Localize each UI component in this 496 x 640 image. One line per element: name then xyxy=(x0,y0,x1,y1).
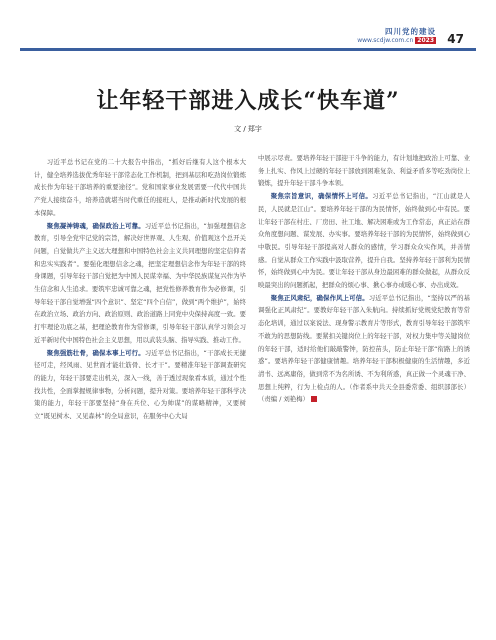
paragraph-text: 习近平总书记指出，“加强理想信念教育，引导全党牢记党的宗旨，解决好世界观、人生观、价值观这个总开关问题，自觉做共产主义远大理想和中国特色社会主义共同理想的坚定信仰者和忠实实践者”。要强化理想信念之魂，把坚定理想信念作为年轻干部的终身课题，引导年轻干部自觉把为中国人民谋幸福、为中华民族谋复兴作为毕生信念和人生追求。要筑牢忠诚可靠之魂，把党性修养教育作为必修课，引导年轻干部自觉增强“四个意识”、坚定“四个自信”，做到“两个维护”，始终在政治立场、政治方向、政治原则、政治道路上同党中央保持高度一致。要打牢理论功底之基，把理论教育作为常修课，引导年轻干部认真学习领会习近平新时代中国特色社会主义思想，用以武装头脑、指导实践、推动工作。 xyxy=(34,221,247,344)
page-header xyxy=(0,0,496,60)
paragraph xyxy=(34,347,246,423)
article-byline: 文 / 郑宇 xyxy=(234,125,262,133)
paragraph xyxy=(34,220,246,347)
paragraph xyxy=(258,190,470,292)
paragraph xyxy=(34,156,246,220)
issue-badge: 2023 xyxy=(417,37,434,44)
paragraph xyxy=(258,152,470,190)
paragraph-text: 习近平总书记指出，“干部成长无捷径可走，经风雨、见世面才能壮筋骨、长才干”。要精准年轻干部调查研究的能力，年轻干部要走出机关，深入一线，善于透过现象看本质，通过个性找共性，全面掌握规律事物，分析问题，提升对策。要培养年轻干部科学决策的能力，年轻干部要坚持“身在兵位、心为帅谋”的谋略精神，又要树立“既见树木、又见森林”的全局意识，在服务中心大局 xyxy=(34,348,247,421)
header-rule xyxy=(20,48,476,51)
paragraph-text: 中展示尽责。要培养年轻干部迎干斗争的能力，有计划地把政治上可靠、业务上扎实、作风上过硬的年轻干部放到困难复杂、利益矛盾多等吃劲岗位上锻炼，提升年轻干部斗争本领。 xyxy=(258,154,470,188)
end-mark-icon xyxy=(311,396,317,402)
paragraph xyxy=(258,292,470,406)
article-column-right xyxy=(258,152,470,406)
paragraph-heading: 聚焦凝神铸魂，确保政治上可靠。 xyxy=(46,221,145,230)
paragraph-heading: 聚焦正风肃纪，确保作风上可信。 xyxy=(270,293,369,302)
article-title: 让年轻干部进入成长“快车道” xyxy=(96,88,400,114)
magazine-url xyxy=(357,37,436,44)
paragraph-text: 习近平总书记指出，“坚持以严的基调强化正风肃纪”。要教好年轻干部入朱航向。持续抓好党规党纪教育等常态化培训，通过以案说法、现身警示教育片等形式，教育引导年轻干部筑牢不敢为的思想防线。要紧扣关键岗位上的年轻干部，对权力集中等关键岗位的年轻干部，适时给他们敲敲警钟，防控苗头，防止年轻干部“衔路上的诱惑”。要培养年轻干部健康情趣。培养年轻干部积极健康的生活情趣，多近清书、远离庸俗，做到常不为名所诱、不为利所惑，真正做一个灵魂干净、思想上纯粹，行为上检点的人。（作者系中共天全县委常委、组织部部长）（责编 / 刘艳梅） xyxy=(258,293,471,404)
paragraph-heading: 聚焦宗旨意识，确保情怀上可信。 xyxy=(270,192,373,201)
url-text: www.scdjw.com.cn xyxy=(357,37,414,44)
magazine-name: 四川党的建设 xyxy=(385,27,436,36)
article-column-left xyxy=(34,156,246,423)
paragraph-text: 习近平总书记指出，“江山就是人民，人民就是江山”。要培养年轻干部的为民情怀，始终做到心中有民。要让年轻干部在村庄、厂房田、社工地、解决困难或为工作常态，真正站在群众角度想问题、谋发展、办实事。要培养年轻干部的为民情怀，始终做到心中敬民。引导年轻干部提高对人群众的感情，学习群众众实作风，并善情感。自觉从群众工作实践中汲取营养，提升自我。坚持养年轻干部利为民情怀，始终做到心中为民。要让年轻干部从身边最困难的群众做起，从群众反映最突出的问题抓起，把群众的烦心事、揪心事办成暖心事、办出成效。 xyxy=(258,192,471,290)
paragraph-heading: 聚焦强筋壮骨，确保本事上可行。 xyxy=(46,348,145,357)
paragraph-text: 习近平总书记在党的二十大报告中指出，“抓好后继有人这个根本大计，健全培养选拔优秀年轻干部常态化工作机制，把到基层和吃劲岗位锻炼成长作为年轻干部培养的重要途径”。党和国家事业发展需要一代代中国共产党人接续奋斗，培养造就堪当时代重任的接班人，是推动新时代发展的根本保障。 xyxy=(34,158,246,217)
page-number: 47 xyxy=(447,32,464,46)
